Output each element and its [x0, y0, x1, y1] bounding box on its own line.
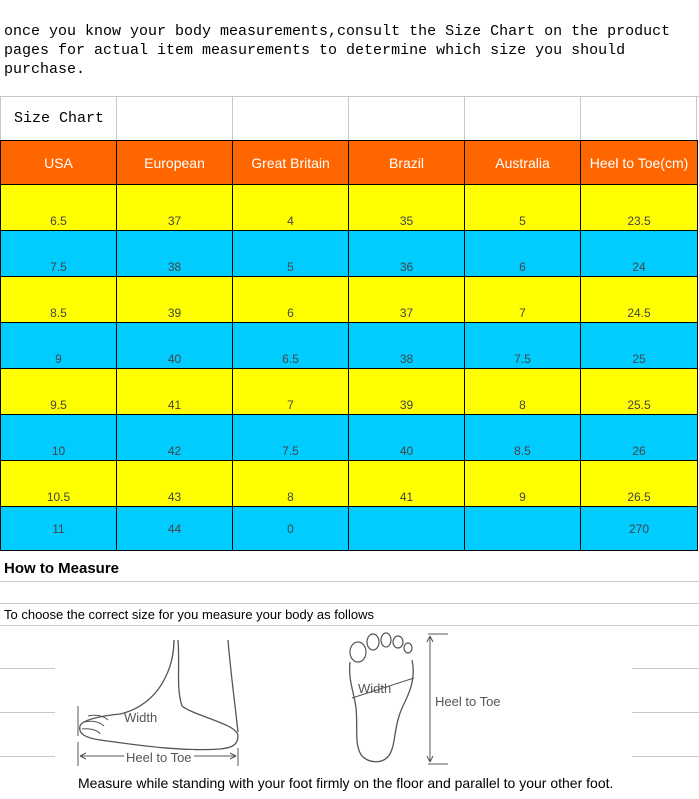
grid-line: [0, 668, 55, 669]
table-row: [1, 231, 698, 277]
grid-line: [0, 625, 699, 626]
foot-side-view-illustration: [70, 636, 250, 768]
intro-line-2: pages for actual item measurements to determine which size you should: [4, 42, 626, 59]
cell-usa: 8.5: [1, 277, 117, 323]
how-to-measure-subtitle: To choose the correct size for you measure your body as follows: [4, 607, 374, 622]
grid-line: [0, 96, 699, 97]
table-row: [1, 507, 698, 551]
header-european: European: [117, 141, 233, 185]
cell-usa: 9: [1, 323, 117, 369]
grid-line: [0, 756, 55, 757]
cell-great-britain: 5: [233, 231, 349, 277]
grid-line: [580, 96, 581, 140]
cell-heel-to-toe: 26: [581, 415, 698, 461]
cell-heel-to-toe: 25.5: [581, 369, 698, 415]
intro-text: [4, 22, 694, 79]
side-view-heel-to-toe-label: Heel to Toe: [126, 750, 192, 765]
grid-line: [232, 96, 233, 140]
bottom-view-heel-to-toe-label: Heel to Toe: [435, 694, 501, 709]
cell-australia: 5: [465, 185, 581, 231]
cell-brazil: 37: [349, 277, 465, 323]
cell-brazil: [349, 507, 465, 551]
size-chart-header-row: [1, 141, 698, 185]
header-brazil: Brazil: [349, 141, 465, 185]
cell-brazil: 35: [349, 185, 465, 231]
cell-heel-to-toe: 23.5: [581, 185, 698, 231]
grid-line: [632, 668, 699, 669]
bottom-view-width-label: Width: [358, 681, 392, 696]
grid-line: [0, 96, 1, 140]
grid-line: [0, 581, 699, 582]
cell-european: 38: [117, 231, 233, 277]
table-row: [1, 185, 698, 231]
grid-line: [116, 96, 117, 140]
cell-heel-to-toe: 270: [581, 507, 698, 551]
cell-usa: 9.5: [1, 369, 117, 415]
cell-heel-to-toe: 24.5: [581, 277, 698, 323]
cell-heel-to-toe: 25: [581, 323, 698, 369]
grid-line: [348, 96, 349, 140]
cell-brazil: 39: [349, 369, 465, 415]
cell-great-britain: 4: [233, 185, 349, 231]
cell-brazil: 36: [349, 231, 465, 277]
cell-great-britain: 8: [233, 461, 349, 507]
how-to-measure-title: How to Measure: [4, 560, 120, 577]
cell-australia: 7: [465, 277, 581, 323]
grid-line: [464, 96, 465, 140]
cell-usa: 6.5: [1, 185, 117, 231]
size-chart-table: [0, 140, 698, 551]
table-row: [1, 415, 698, 461]
cell-european: 41: [117, 369, 233, 415]
grid-line: [696, 96, 697, 140]
header-australia: Australia: [465, 141, 581, 185]
intro-line-3: purchase.: [4, 61, 86, 78]
cell-usa: 11: [1, 507, 117, 551]
cell-european: 40: [117, 323, 233, 369]
cell-australia: 7.5: [465, 323, 581, 369]
table-row: [1, 461, 698, 507]
cell-usa: 7.5: [1, 231, 117, 277]
cell-great-britain: 0: [233, 507, 349, 551]
header-usa: USA: [1, 141, 117, 185]
header-great-britain: Great Britain: [233, 141, 349, 185]
cell-great-britain: 7: [233, 369, 349, 415]
cell-european: 42: [117, 415, 233, 461]
cell-brazil: 40: [349, 415, 465, 461]
cell-great-britain: 7.5: [233, 415, 349, 461]
table-row: [1, 323, 698, 369]
intro-line-1: once you know your body measurements,consult the Size Chart on the product: [4, 23, 671, 40]
cell-australia: 8.5: [465, 415, 581, 461]
cell-brazil: 41: [349, 461, 465, 507]
cell-european: 37: [117, 185, 233, 231]
cell-heel-to-toe: 26.5: [581, 461, 698, 507]
cell-brazil: 38: [349, 323, 465, 369]
table-row: [1, 369, 698, 415]
table-row: [1, 277, 698, 323]
cell-australia: 8: [465, 369, 581, 415]
cell-great-britain: 6.5: [233, 323, 349, 369]
cell-australia: [465, 507, 581, 551]
cell-european: 43: [117, 461, 233, 507]
cell-heel-to-toe: 24: [581, 231, 698, 277]
grid-line: [632, 756, 699, 757]
grid-line: [0, 712, 55, 713]
cell-australia: 6: [465, 231, 581, 277]
grid-line: [0, 603, 699, 604]
cell-usa: 10: [1, 415, 117, 461]
side-view-width-label: Width: [124, 710, 158, 725]
size-chart-title: Size Chart: [14, 110, 105, 127]
cell-european: 39: [117, 277, 233, 323]
cell-australia: 9: [465, 461, 581, 507]
cell-european: 44: [117, 507, 233, 551]
cell-great-britain: 6: [233, 277, 349, 323]
grid-line: [632, 712, 699, 713]
measure-instruction-note: Measure while standing with your foot firmly on the floor and parallel to your other foot.: [78, 775, 614, 791]
cell-usa: 10.5: [1, 461, 117, 507]
header-heel-to-toe: Heel to Toe(cm): [581, 141, 698, 185]
